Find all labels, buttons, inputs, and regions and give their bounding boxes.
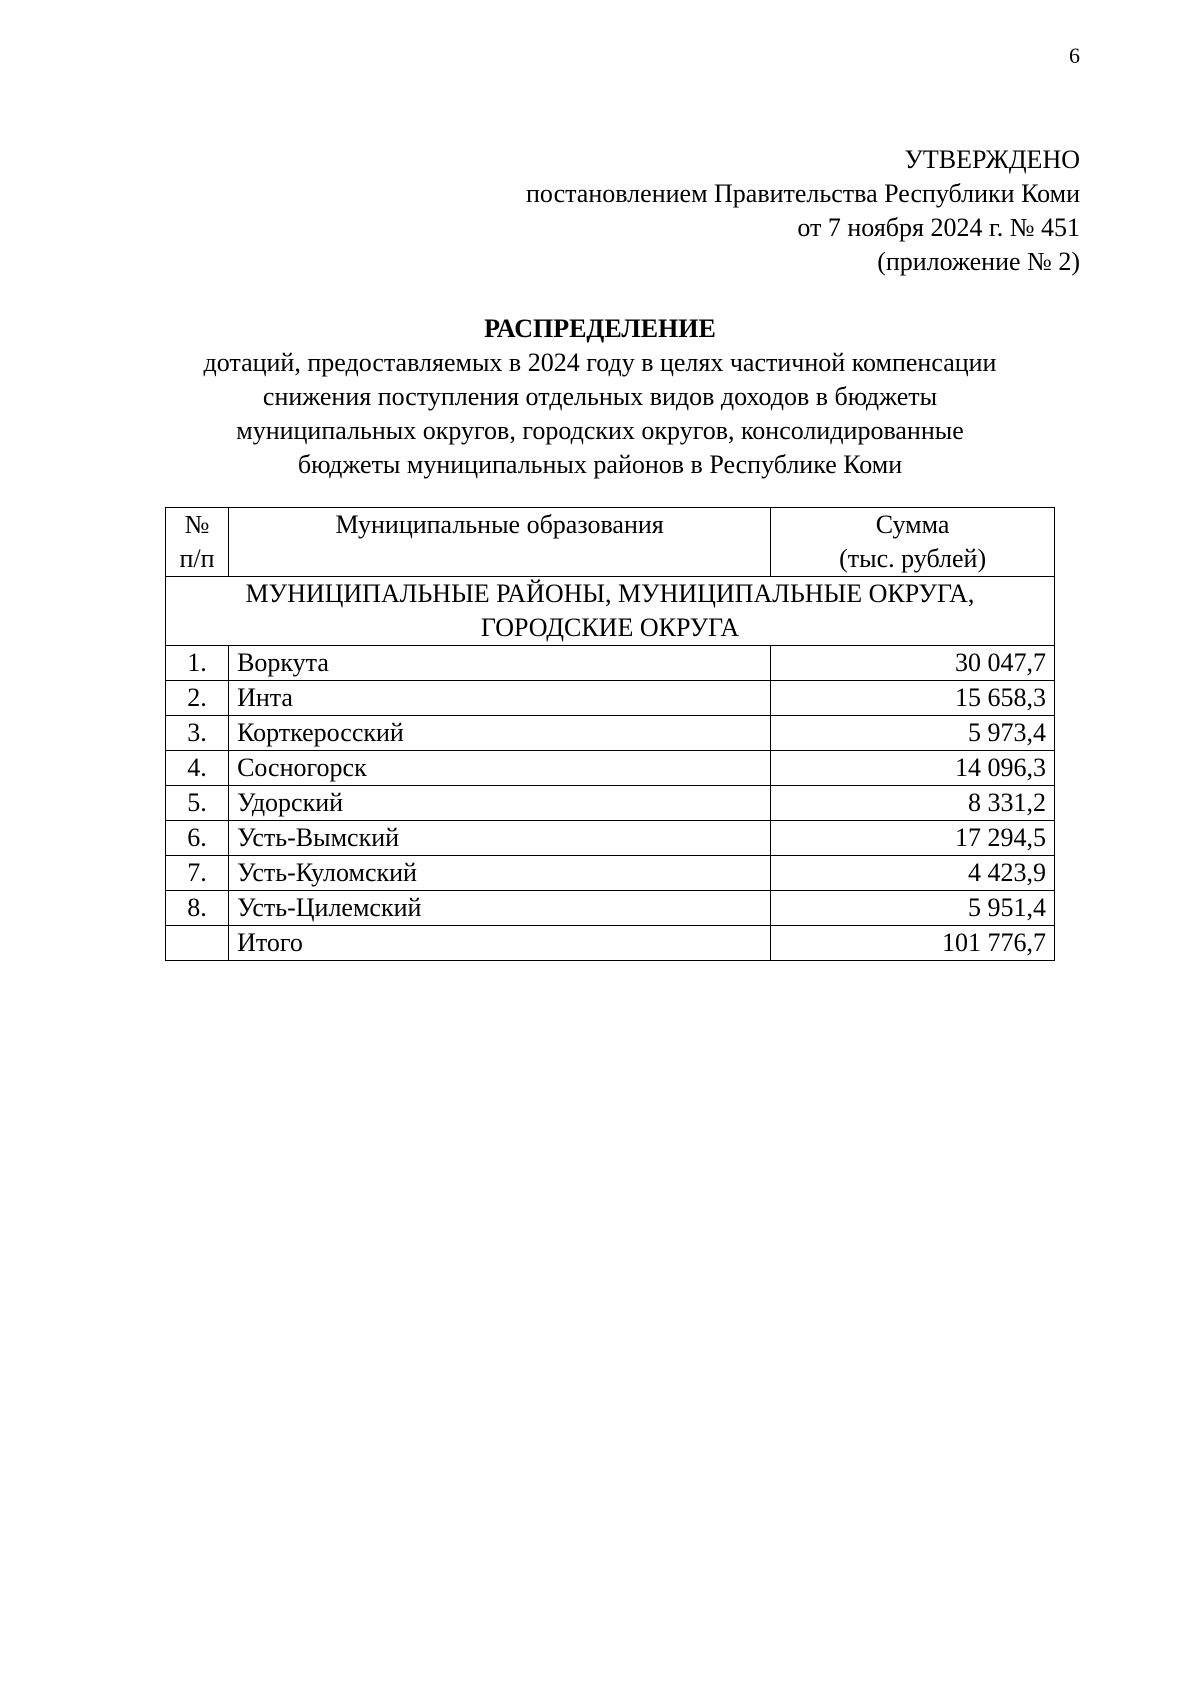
row-number: 3.	[166, 716, 229, 751]
row-number: 6.	[166, 821, 229, 856]
table-row	[166, 716, 1055, 751]
subtitle-line: снижения поступления отдельных видов доходов в бюджеты	[262, 382, 938, 411]
row-number: 8.	[166, 891, 229, 926]
total-row	[166, 926, 1055, 961]
row-municipality: Воркута	[229, 646, 771, 681]
row-amount: 14 096,3	[771, 751, 1055, 786]
section-row	[166, 577, 1055, 646]
table-row	[166, 751, 1055, 786]
header-municipality: Муниципальные образования	[229, 508, 771, 577]
row-number: 7.	[166, 856, 229, 891]
subtitle-line: бюджеты муниципальных районов в Республике Коми	[297, 450, 903, 479]
row-municipality: Сосногорск	[229, 751, 771, 786]
row-amount: 8 331,2	[771, 786, 1055, 821]
row-amount: 30 047,7	[771, 646, 1055, 681]
row-municipality: Корткеросский	[229, 716, 771, 751]
table-header-row	[166, 508, 1055, 577]
row-municipality: Инта	[229, 681, 771, 716]
row-number: 1.	[166, 646, 229, 681]
row-number: 4.	[166, 751, 229, 786]
distribution-table	[165, 507, 1055, 961]
table-row	[166, 786, 1055, 821]
table-row	[166, 681, 1055, 716]
row-municipality: Усть-Вымский	[229, 821, 771, 856]
section-heading: МУНИЦИПАЛЬНЫЕ РАЙОНЫ, МУНИЦИПАЛЬНЫЕ ОКРУГА, ГОРОДСКИЕ ОКРУГА	[166, 577, 1055, 646]
approval-appendix: (приложение № 2)	[877, 247, 1080, 276]
row-municipality: Усть-Цилемский	[229, 891, 771, 926]
total-number	[166, 926, 229, 961]
document-subtitle	[150, 346, 1050, 482]
row-municipality: Усть-Куломский	[229, 856, 771, 891]
approval-issuer: постановлением Правительства Республики Коми	[526, 179, 1080, 208]
row-number: 2.	[166, 681, 229, 716]
table-row	[166, 891, 1055, 926]
subtitle-line: муниципальных округов, городских округов, консолидированные	[236, 416, 964, 445]
row-amount: 15 658,3	[771, 681, 1055, 716]
header-amount: Сумма (тыс. рублей)	[771, 508, 1055, 577]
subtitle-line: дотаций, предоставляемых в 2024 году в целях частичной компенсации	[203, 348, 997, 377]
table-row	[166, 646, 1055, 681]
approval-stamp: УТВЕРЖДЕНО	[904, 145, 1080, 174]
page-number: 6	[1069, 43, 1080, 68]
approval-date-number: от 7 ноября 2024 г. № 451	[797, 213, 1080, 242]
header-number: № п/п	[166, 508, 229, 577]
row-number: 5.	[166, 786, 229, 821]
approval-block	[380, 143, 1080, 279]
total-label: Итого	[229, 926, 771, 961]
row-municipality: Удорский	[229, 786, 771, 821]
document-title: РАСПРЕДЕЛЕНИЕ	[484, 314, 716, 343]
row-amount: 17 294,5	[771, 821, 1055, 856]
row-amount: 4 423,9	[771, 856, 1055, 891]
table-row	[166, 856, 1055, 891]
table-row	[166, 821, 1055, 856]
row-amount: 5 951,4	[771, 891, 1055, 926]
row-amount: 5 973,4	[771, 716, 1055, 751]
total-amount: 101 776,7	[771, 926, 1055, 961]
